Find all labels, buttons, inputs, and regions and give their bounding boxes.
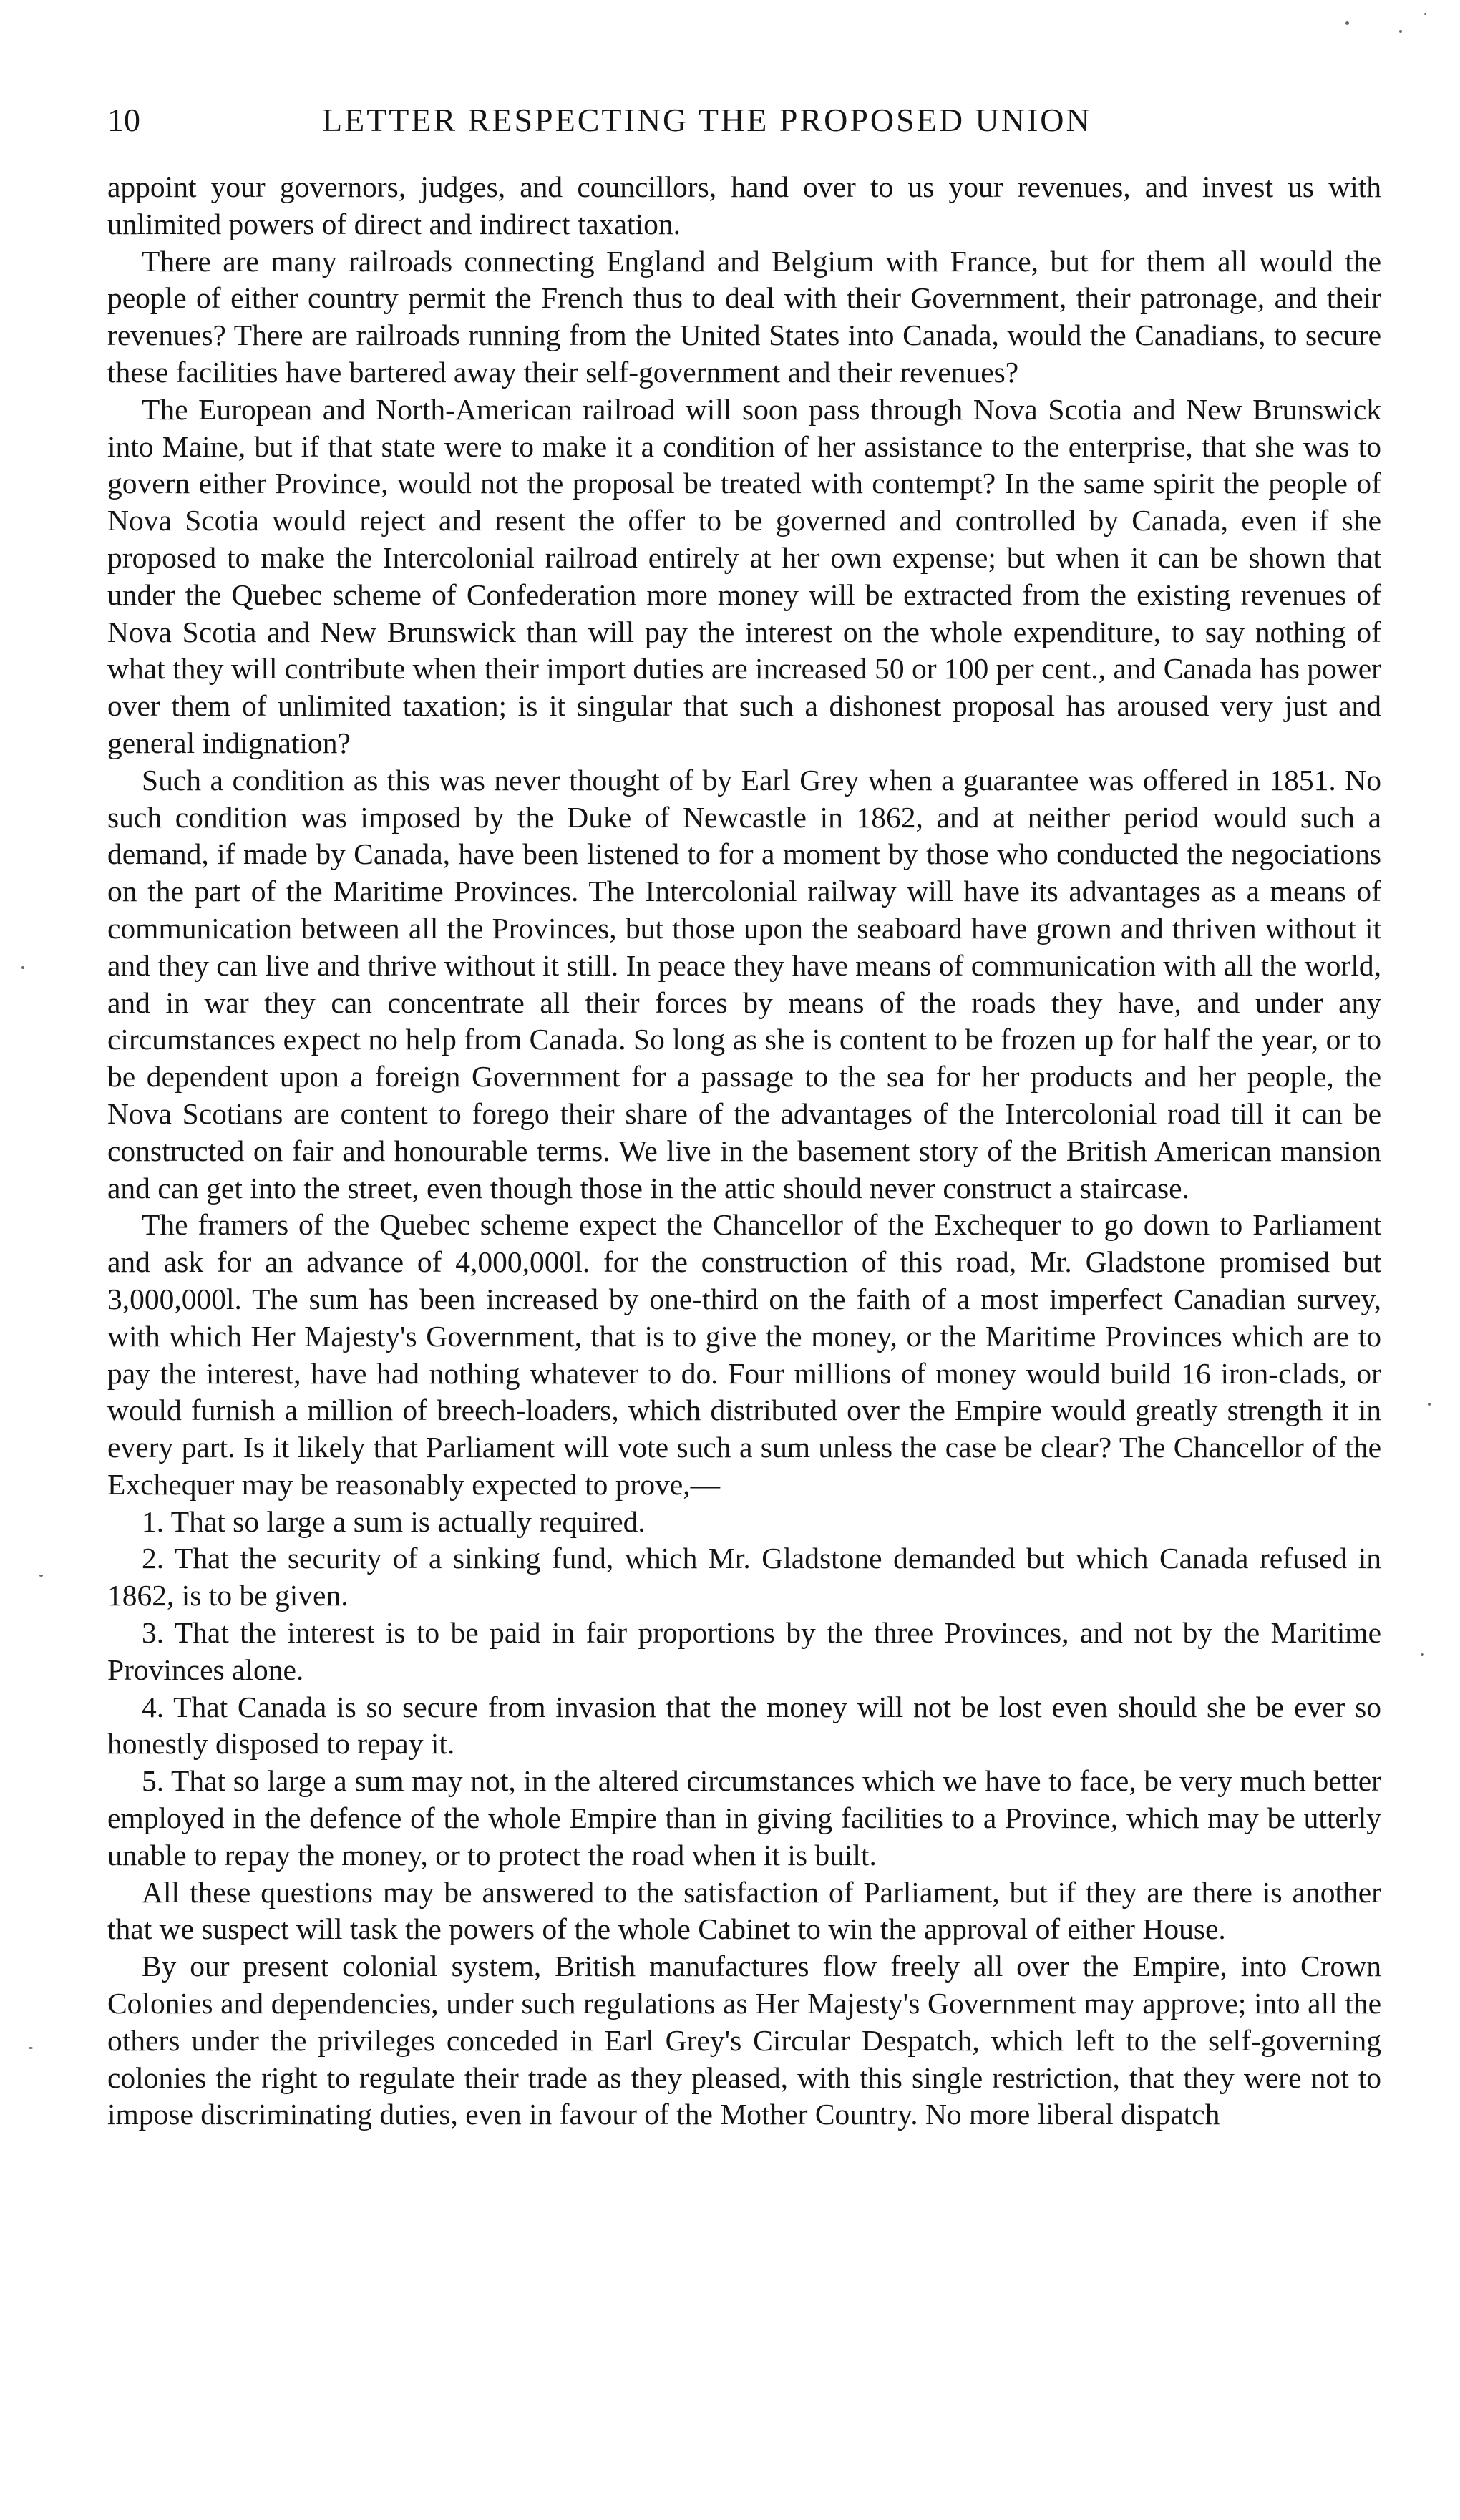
scan-speck (1421, 1653, 1424, 1656)
scan-speck (39, 1575, 43, 1577)
list-item: 1. That so large a sum is actually required. (142, 1504, 646, 1538)
running-head (107, 99, 1367, 142)
paragraph: The European and North-American railroad will soon pass through Nova Scotia and New Brunswick into Maine, but if that state were to make it a condition of her assistance to the enterprise, that she was to govern either Province, would not the proposal be treated with contempt? In the same spirit the people of Nova Scotia would reject and resent the offer to be governed and controlled by Canada, even if she proposed to make the Intercolonial railroad entirely at her own expense; but when it can be shown that under the Quebec scheme of Confederation more money will be extracted from the existing revenues of Nova Scotia and New Brunswick than will pay the interest on the whole expenditure, to say nothing of what they will contribute when their import duties are increased 50 or 100 per cent., and Canada has power over them of unlimited taxation; is it singular that such a dishonest proposal has aroused very just and general indignation? (107, 392, 1381, 759)
paragraph: appoint your governors, judges, and councillors, hand over to us your revenues, and invest us with unlimited powers of direct and indirect taxation. (107, 170, 1381, 240)
scan-speck (21, 966, 24, 969)
list-item: 4. That Canada is so secure from invasion that the money will not be lost even should she be ever so honestly disposed to repay it. (107, 1690, 1381, 1761)
paragraph: The framers of the Quebec scheme expect the Chancellor of the Exchequer to go down to Parliament and ask for an advance of 4,000,000l. for the construction of this road, Mr. Gladstone promised but 3,000,000l. The sum has been increased by one-third on the faith of a most imperfect Canadian survey, with which Her Majesty's Government, that is to give the money, or the Maritime Provinces which are to pay the interest, have had nothing whatever to do. Four millions of money would build 16 iron-clads, or would furnish a million of breech-loaders, which distributed over the Empire would greatly strength it in every part. Is it likely that Parliament will vote such a sum unless the case be clear? The Chancellor of the Exchequer may be reasonably expected to prove,— (107, 1208, 1381, 1501)
scan-speck (1399, 30, 1402, 33)
scan-speck (29, 2047, 33, 2049)
scan-speck (1345, 21, 1349, 25)
list-item: 2. That the security of a sinking fund, which Mr. Gladstone demanded but which Canada refused in 1862, is to be given. (107, 1542, 1381, 1612)
scan-speck (1424, 13, 1426, 15)
body-text (107, 169, 1381, 2134)
list-item: 5. That so large a sum may not, in the altered circumstances which we have to face, be very much better employed in the defence of the whole Empire than in giving facilities to a Province, which may be utterly unable to repay the money, or to protect the road when it is built. (107, 1764, 1381, 1872)
paragraph: Such a condition as this was never thought of by Earl Grey when a guarantee was offered in 1851. No such condition was imposed by the Duke of Newcastle in 1862, and at neither period would such a demand, if made by Canada, have been listened to for a moment by those who conducted the negociations on the part of the Maritime Provinces. The Intercolonial railway will have its advantages as a means of communication between all the Provinces, but those upon the seaboard have grown and thriven without it and they can live and thrive without it still. In peace they have means of communication with all the world, and in war they can concentrate all their forces by means of the roads they have, and under any circumstances expect no help from Canada. So long as she is content to be frozen up for half the year, or to be dependent upon a foreign Government for a passage to the sea for her products and her people, the Nova Scotians are content to forego their share of the advantages of the Intercolonial road till it can be constructed on fair and honourable terms. We live in the basement story of the British American mansion and can get into the street, even though those in the attic should never construct a staircase. (107, 763, 1381, 1205)
running-title: LETTER RESPECTING THE PROPOSED UNION (322, 102, 1092, 138)
page-number: 10 (107, 102, 140, 138)
paragraph: By our present colonial system, British manufactures flow freely all over the Empire, into Crown Colonies and dependencies, under such regulations as Her Majesty's Government may approve; into all the others under the privileges conceded in Earl Grey's Circular Despatch, which left to the self-governing colonies the right to regulate their trade as they pleased, with this single restriction, that they were not to impose discriminating duties, even in favour of the Mother Country. No more liberal dispatch (107, 1950, 1381, 2131)
scan-speck (1428, 1403, 1431, 1406)
paragraph: All these questions may be answered to the satisfaction of Parliament, but if they are there is another that we suspect will task the powers of the whole Cabinet to win the approval of either House. (107, 1875, 1381, 1946)
paragraph: There are many railroads connecting England and Belgium with France, but for them all would the people of either country permit the French thus to deal with their Government, their patronage, and their revenues? There are railroads running from the United States into Canada, would the Canadians, to secure these facilities have bartered away their self-government and their revenues? (107, 244, 1381, 389)
list-item: 3. That the interest is to be paid in fair proportions by the three Provinces, and not by the Maritime Provinces alone. (107, 1616, 1381, 1686)
